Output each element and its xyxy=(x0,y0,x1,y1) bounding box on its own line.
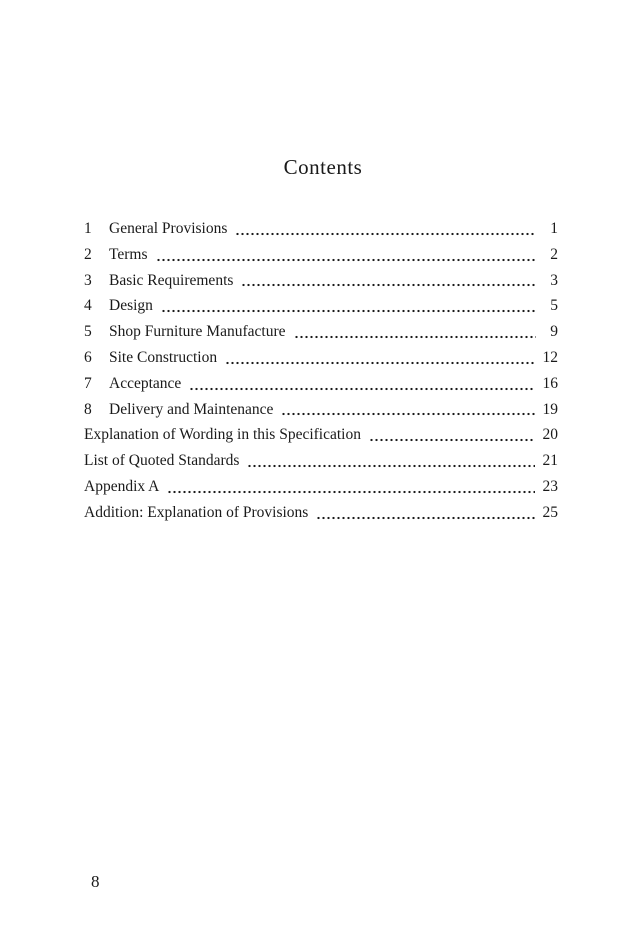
toc-entry-title: List of Quoted Standards xyxy=(84,452,240,470)
toc-entry-title: Site Construction xyxy=(109,348,218,366)
toc-entry-page: 16 xyxy=(542,374,558,392)
toc-entry-page: 20 xyxy=(542,426,558,444)
toc-entry xyxy=(84,272,564,298)
toc-entry-title: Explanation of Wording in this Specification xyxy=(84,426,361,444)
toc-entry-title: Terms xyxy=(109,245,148,263)
toc-leader-dots xyxy=(241,282,536,288)
toc-leader-dots xyxy=(167,489,534,495)
toc-entry-number: 1 xyxy=(84,220,92,237)
page-number: 8 xyxy=(91,872,100,891)
toc-entry-title: Delivery and Maintenance xyxy=(109,400,274,418)
toc-entry-title: Appendix A xyxy=(84,477,160,495)
toc-entry-title: Acceptance xyxy=(109,374,182,392)
toc-entry-page: 5 xyxy=(550,297,558,315)
toc-leader-dots xyxy=(369,437,535,443)
toc-entry xyxy=(84,220,564,246)
toc-leader-dots xyxy=(189,386,534,392)
toc-entry xyxy=(84,401,564,427)
toc-leader-dots xyxy=(316,515,534,521)
toc-entry-number: 3 xyxy=(84,271,92,289)
toc-leader-dots xyxy=(225,360,534,366)
toc-entry xyxy=(84,323,564,349)
toc-leader-dots xyxy=(235,231,536,237)
table-of-contents xyxy=(84,220,564,530)
toc-entry-page: 25 xyxy=(542,503,558,521)
toc-entry xyxy=(84,297,564,323)
toc-leader-dots xyxy=(161,308,536,314)
toc-entry-page: 2 xyxy=(550,245,558,263)
toc-entry-title: Shop Furniture Manufacture xyxy=(109,323,286,341)
toc-entry xyxy=(84,504,564,530)
toc-entry-page: 23 xyxy=(542,477,558,495)
toc-entry-page: 21 xyxy=(542,452,558,470)
toc-entry xyxy=(84,246,564,272)
toc-entry-title: Basic Requirements xyxy=(109,271,234,289)
toc-entry xyxy=(84,478,564,504)
toc-entry-title: Addition: Explanation of Provisions xyxy=(84,503,309,521)
toc-leader-dots xyxy=(294,334,537,340)
toc-entry-page: 9 xyxy=(550,323,558,341)
toc-leader-dots xyxy=(156,257,536,263)
toc-entry xyxy=(84,452,564,478)
toc-entry-number: 8 xyxy=(84,400,92,418)
toc-leader-dots xyxy=(281,411,534,417)
toc-entry-page: 19 xyxy=(542,400,558,418)
toc-entry-title: General Provisions xyxy=(109,220,228,237)
page-title: Contents xyxy=(283,155,363,179)
toc-entry-page: 3 xyxy=(550,271,558,289)
toc-entry-number: 7 xyxy=(84,374,92,392)
toc-entry-number: 6 xyxy=(84,348,92,366)
toc-entry-page: 1 xyxy=(550,220,558,237)
toc-entry xyxy=(84,426,564,452)
toc-entry-title: Design xyxy=(109,297,153,315)
toc-entry-number: 4 xyxy=(84,297,92,315)
toc-entry xyxy=(84,349,564,375)
toc-entry-number: 5 xyxy=(84,323,92,341)
toc-entry-number: 2 xyxy=(84,245,92,263)
toc-entry-page: 12 xyxy=(542,348,558,366)
toc-leader-dots xyxy=(247,463,534,469)
toc-entry xyxy=(84,375,564,401)
